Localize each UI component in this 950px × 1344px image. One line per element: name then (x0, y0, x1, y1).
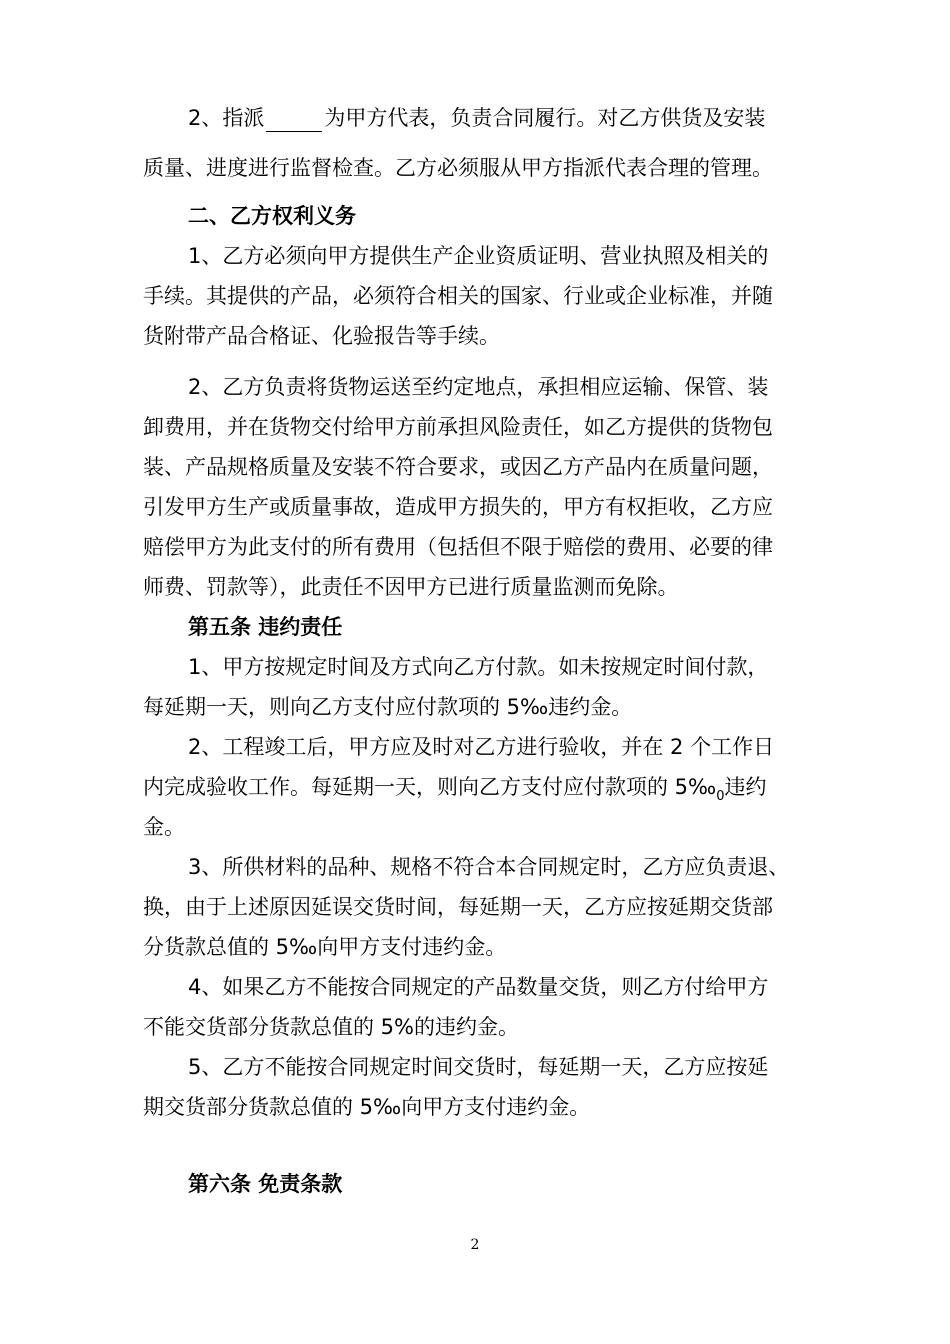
clause-2-line-2: 质量、进度进行监督检查。乙方必须服从甲方指派代表合理的管理。 (143, 156, 773, 180)
article-5-item-2-line-3: 金。 (143, 815, 185, 839)
section-2-p2-line-6: 师费、罚款等），此责任不因甲方已进行质量监测而免除。 (143, 575, 679, 599)
article-5-item-2-line-1: 2、工程竣工后，甲方应及时对乙方进行验收，并在 2 个工作日 (188, 735, 775, 759)
item-2-line-2-text: 内完成验收工作。每延期一天，则向乙方支付应付款项的 5‰ (143, 775, 717, 799)
section-2-p1-line-3: 货附带产品合格证、化验报告等手续。 (143, 324, 500, 348)
section-2-p1-line-1: 1、乙方必须向甲方提供生产企业资质证明、营业执照及相关的 (188, 244, 769, 268)
article-6-heading: 第六条 免责条款 (188, 1172, 343, 1196)
item-2-line-2-tail: 违约 (724, 775, 767, 799)
article-5-item-3-line-3: 分货款总值的 5‰向甲方支付违约金。 (143, 935, 507, 959)
article-5-item-5-line-2: 期交货部分货款总值的 5‰向甲方支付违约金。 (143, 1095, 591, 1119)
section-2-p2-line-1: 2、乙方负责将货物运送至约定地点，承担相应运输、保管、装 (188, 375, 769, 399)
section-2-p2-line-4: 引发甲方生产或质量事故，造成甲方损失的，甲方有权拒收，乙方应 (143, 495, 773, 519)
section-2-p1-line-2: 手续。其提供的产品，必须符合相关的国家、行业或企业标准，并随 (143, 284, 773, 308)
section-2-p2-line-2: 卸费用，并在货物交付给甲方前承担风险责任，如乙方提供的货物包 (143, 415, 773, 439)
clause-2-line-1 (188, 104, 765, 132)
clause-2-text-end: 为甲方代表，负责合同履行。对乙方供货及安装 (324, 106, 766, 130)
article-5-item-4-line-1: 4、如果乙方不能按合同规定的产品数量交货，则乙方付给甲方 (188, 975, 769, 999)
article-5-item-1-line-2: 每延期一天，则向乙方支付应付款项的 5‰违约金。 (143, 695, 633, 719)
article-5-item-4-line-2: 不能交货部分货款总值的 5%的违约金。 (143, 1015, 519, 1039)
article-5-item-5-line-1: 5、乙方不能按合同规定时间交货时，每延期一天，乙方应按延 (188, 1055, 769, 1079)
section-2-p2-line-5: 赔偿甲方为此支付的所有费用（包括但不限于赔偿的费用、必要的律 (143, 535, 773, 559)
article-5-item-1-line-1: 1、甲方按规定时间及方式向乙方付款。如未按规定时间付款， (188, 655, 769, 679)
clause-2-text-start: 2、指派 (188, 106, 265, 130)
representative-blank (266, 107, 322, 132)
item-2-subscript: 0 (716, 789, 725, 804)
section-2-heading: 二、乙方权利义务 (188, 204, 356, 228)
page-number: 2 (470, 1237, 480, 1253)
article-5-item-3-line-2: 换，由于上述原因延误交货时间，每延期一天，乙方应按延期交货部 (143, 895, 773, 919)
article-5-heading: 第五条 违约责任 (188, 615, 343, 639)
section-2-p2-line-3: 装、产品规格质量及安装不符合要求，或因乙方产品内在质量问题， (143, 455, 773, 479)
article-5-item-2-line-2 (143, 773, 767, 804)
article-5-item-3-line-1: 3、所供材料的品种、规格不符合本合同规定时，乙方应负责退、 (188, 855, 790, 879)
